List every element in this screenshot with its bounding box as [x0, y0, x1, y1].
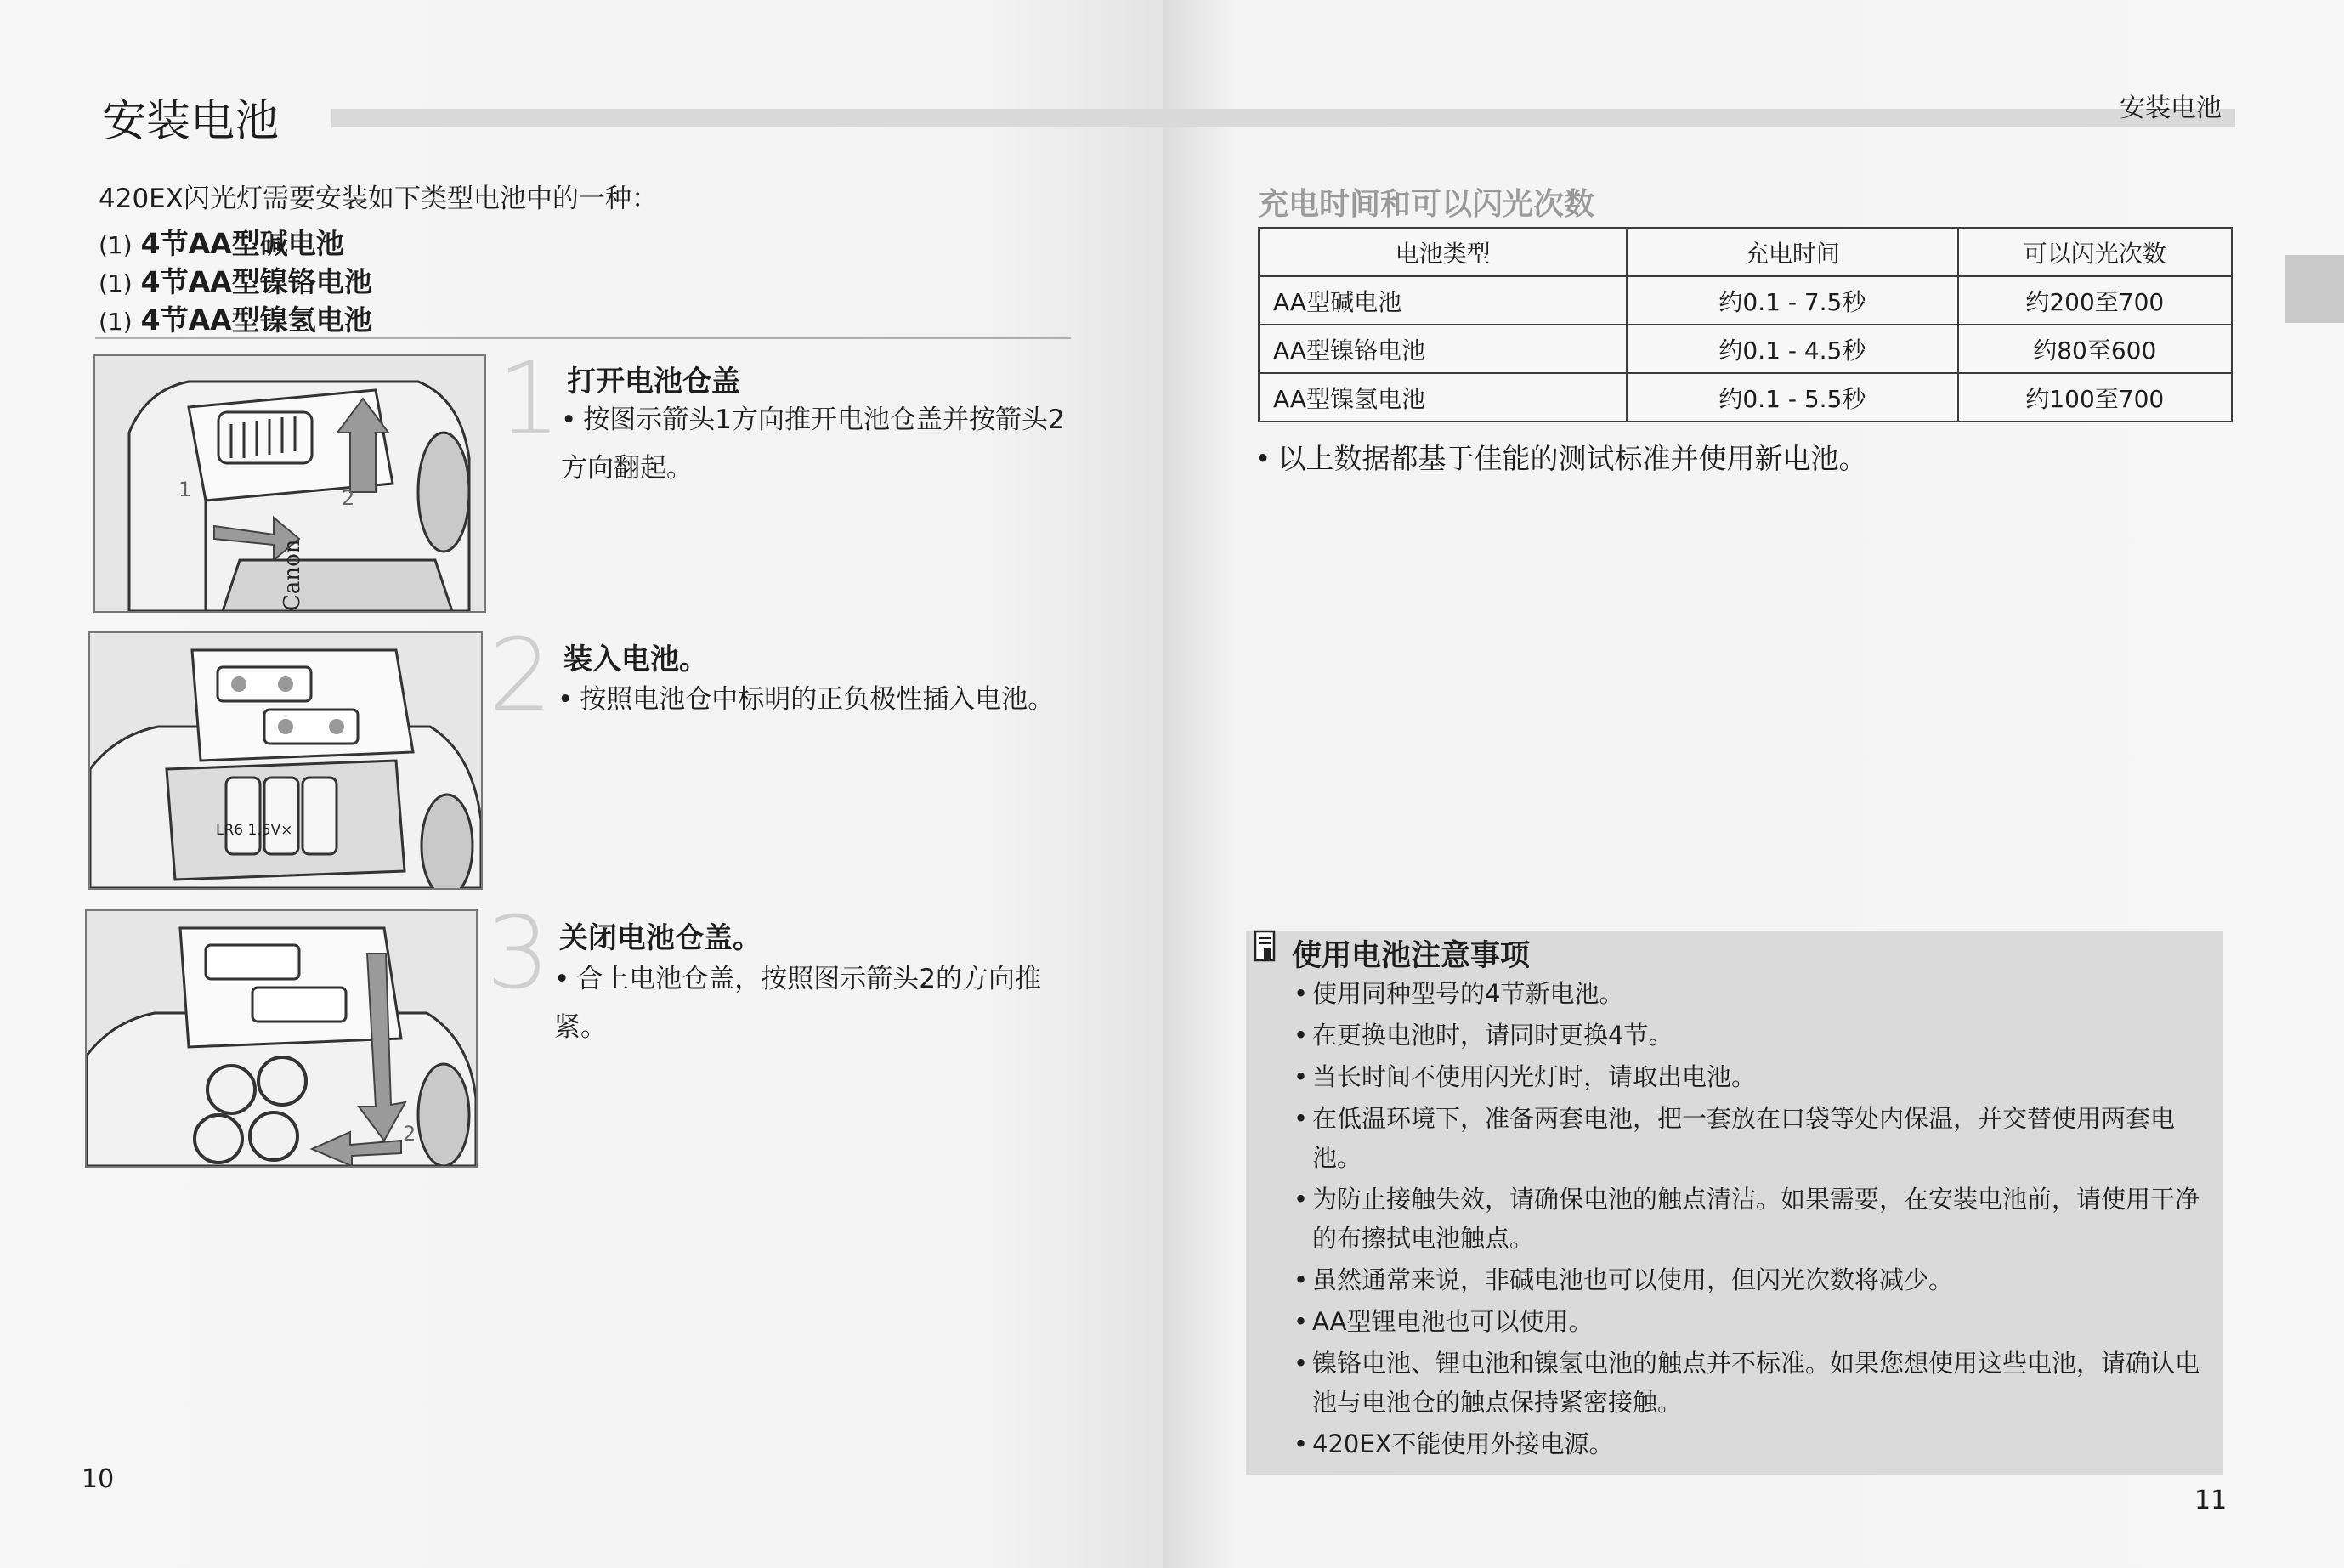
list-item-text: 为防止接触失效，请确保电池的触点清洁。如果需要，在安装电池前，请使用干净的布擦拭电池触点。 [1312, 1185, 2200, 1253]
bullet-icon: • [558, 684, 574, 715]
bullet-icon: • [1294, 979, 1309, 1008]
flash-insert-batteries-drawing [90, 633, 481, 888]
table-header-row [1259, 228, 2232, 276]
bullet-icon: • [1254, 442, 1271, 475]
battery-type-number: (1) [99, 308, 133, 336]
table-title: 充电时间和可以闪光次数 [1258, 187, 1595, 222]
bullet-icon: • [1294, 1349, 1309, 1378]
battery-type-number: (1) [99, 231, 133, 259]
table-cell: AA型镍铬电池 [1259, 325, 1627, 373]
intro-text [99, 177, 658, 337]
step-title: 打开电池仓盖 [567, 365, 740, 399]
intro-line: 420EX闪光灯需要安装如下类型电池中的一种： [99, 184, 658, 214]
arrow-1-label: 1 [178, 478, 192, 501]
table-row [1259, 276, 2232, 325]
brand-logo: Canon [280, 539, 305, 611]
list-item-text: 在更换电池时，请同时更换4节。 [1312, 1021, 1673, 1050]
table-cell: 约80至600 [1958, 325, 2232, 373]
step-body-text: 按图示箭头1方向推开电池仓盖并按箭头2方向翻起。 [561, 405, 1065, 484]
table-row [1259, 373, 2232, 422]
flash-close-cover-drawing [87, 911, 476, 1166]
column-header: 可以闪光次数 [1958, 228, 2232, 276]
bullet-icon: • [1294, 1185, 1309, 1214]
arrow-2-label: 2 [403, 1122, 416, 1146]
list-item-text: 使用同种型号的4节新电池。 [1312, 979, 1624, 1008]
list-item-text: 当长时间不使用闪光灯时，请取出电池。 [1312, 1062, 1757, 1091]
list-item [1294, 1260, 2211, 1299]
step-number: 2 [489, 616, 553, 733]
running-header: 安装电池 [2120, 93, 2222, 123]
list-item [1294, 1016, 2211, 1055]
bullet-icon: • [1294, 1429, 1309, 1458]
battery-type-label: 4节AA型镍铬电池 [140, 265, 372, 298]
column-header: 电池类型 [1259, 228, 1627, 276]
caution-title: 使用电池注意事项 [1292, 939, 1531, 973]
step-number: 1 [497, 340, 562, 457]
bullet-icon: • [1294, 1307, 1309, 1336]
charging-table [1258, 227, 2233, 422]
bullet-icon: • [1294, 1062, 1309, 1091]
table-note [1254, 437, 1866, 477]
list-item-text: AA型锂电池也可以使用。 [1312, 1307, 1594, 1336]
caution-list [1294, 974, 2211, 1466]
flash-open-cover-drawing [95, 356, 484, 611]
step-body [554, 955, 1073, 1052]
title-bar [331, 109, 2235, 127]
list-item [1294, 1344, 2211, 1422]
page-title: 安装电池 [102, 96, 280, 147]
step-body-text: 合上电池仓盖，按照图示箭头2的方向推紧。 [554, 964, 1042, 1043]
side-tab-marker [2285, 255, 2344, 323]
step-number: 3 [486, 894, 551, 1011]
table-row [1259, 325, 2232, 373]
table-cell: AA型碱电池 [1259, 276, 1627, 325]
list-item [1294, 1180, 2211, 1258]
list-item-text: 虽然通常来说，非碱电池也可以使用，但闪光次数将减少。 [1312, 1265, 1954, 1294]
battery-polarity-mark: LR6 1.5V× [216, 822, 293, 839]
table-note-text: 以上数据都基于佳能的测试标准并使用新电池。 [1277, 442, 1867, 475]
table-cell: 约0.1 - 7.5秒 [1627, 276, 1957, 325]
bullet-icon: • [1294, 1265, 1309, 1294]
column-header: 充电时间 [1627, 228, 1957, 276]
step-body-text: 按照电池仓中标明的正负极性插入电池。 [580, 684, 1055, 715]
step-title: 关闭电池仓盖。 [559, 921, 762, 955]
list-item-text: 420EX不能使用外接电源。 [1312, 1429, 1614, 1458]
list-item [1294, 1424, 2211, 1463]
page-number-left: 10 [82, 1464, 115, 1494]
battery-type-item [99, 222, 658, 260]
step-body [561, 396, 1079, 493]
list-item [1294, 974, 2211, 1013]
table-cell: 约0.1 - 5.5秒 [1627, 373, 1957, 422]
table-cell: AA型镍氢电池 [1259, 373, 1627, 422]
page-number-right: 11 [2194, 1486, 2228, 1515]
section-divider [95, 337, 1071, 339]
list-item [1294, 1099, 2211, 1177]
list-item [1294, 1302, 2211, 1341]
step-title: 装入电池。 [563, 642, 708, 676]
battery-type-number: (1) [99, 269, 133, 297]
battery-type-item [99, 298, 658, 337]
table-cell: 约200至700 [1958, 276, 2232, 325]
table-cell: 约0.1 - 4.5秒 [1627, 325, 1957, 373]
list-item [1294, 1057, 2211, 1096]
bullet-icon: • [554, 964, 570, 994]
bullet-icon: • [561, 405, 577, 435]
arrow-2-label: 2 [342, 486, 355, 510]
step3-illustration [85, 909, 478, 1168]
step2-illustration [88, 631, 483, 890]
step-body [558, 676, 1076, 724]
battery-type-item [99, 260, 658, 298]
bullet-icon: • [1294, 1104, 1309, 1133]
list-item-text: 镍铬电池、锂电池和镍氢电池的触点并不标准。如果您想使用这些电池，请确认电池与电池仓的触点保持紧密接触。 [1312, 1349, 2200, 1417]
battery-type-label: 4节AA型镍氢电池 [140, 303, 372, 337]
step1-illustration [93, 354, 486, 613]
memo-icon [1254, 930, 1277, 964]
table-cell: 约100至700 [1958, 373, 2232, 422]
list-item-text: 在低温环境下，准备两套电池，把一套放在口袋等处内保温，并交替使用两套电池。 [1312, 1104, 2176, 1172]
bullet-icon: • [1294, 1021, 1309, 1050]
battery-type-label: 4节AA型碱电池 [140, 227, 344, 260]
